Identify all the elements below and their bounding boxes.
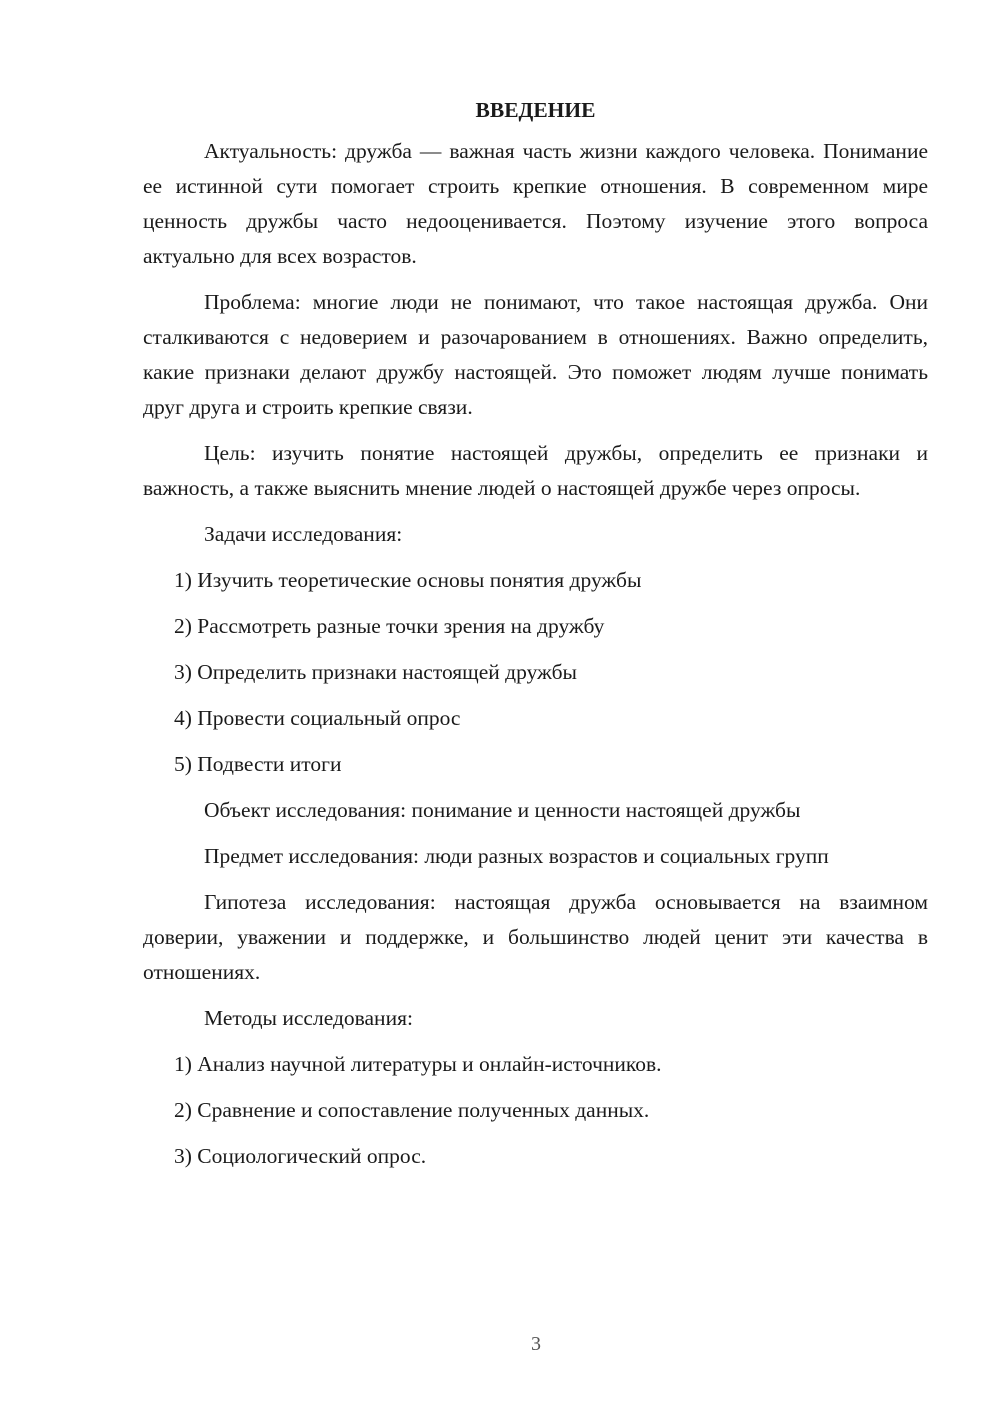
task-item: 5) Подвести итоги (174, 752, 342, 776)
document-body (143, 92, 928, 1185)
method-item: 3) Социологический опрос. (174, 1144, 427, 1168)
task-item: 2) Рассмотреть разные точки зрения на дружбу (174, 614, 605, 638)
section-title: ВВЕДЕНИЕ (475, 98, 596, 122)
task-item: 1) Изучить теоретические основы понятия дружбы (174, 568, 642, 592)
task-item: 3) Определить признаки настоящей дружбы (174, 660, 577, 684)
hypothesis-paragraph: Гипотеза исследования: настоящая дружба основывается на взаимном доверии, уважении и поддержке, и большинство людей ценит эти качества в отношениях. (143, 890, 928, 984)
page-number: 3 (531, 1333, 541, 1355)
research-object: Объект исследования: понимание и ценности настоящей дружбы (204, 798, 801, 822)
method-item: 2) Сравнение и сопоставление полученных данных. (174, 1098, 650, 1122)
goal-paragraph: Цель: изучить понятие настоящей дружбы, определить ее признаки и важность, а также выяснить мнение людей о настоящей дружбе через опросы. (143, 441, 928, 500)
tasks-heading: Задачи исследования: (204, 522, 403, 546)
method-item: 1) Анализ научной литературы и онлайн-источников. (174, 1052, 662, 1076)
research-subject: Предмет исследования: люди разных возрастов и социальных групп (204, 844, 829, 868)
relevance-paragraph: Актуальность: дружба — важная часть жизни каждого человека. Понимание ее истинной сути помогает строить крепкие отношения. В современном мире ценность дружбы часто недооценивается. Поэтому изучение этого вопроса актуально для всех возрастов. (143, 139, 928, 268)
task-item: 4) Провести социальный опрос (174, 706, 461, 730)
methods-heading: Методы исследования: (204, 1006, 413, 1030)
problem-paragraph: Проблема: многие люди не понимают, что такое настоящая дружба. Они сталкиваются с недоверием и разочарованием в отношениях. Важно определить, какие признаки делают дружбу настоящей. Это поможет людям лучше понимать друг друга и строить крепкие связи. (143, 290, 928, 419)
